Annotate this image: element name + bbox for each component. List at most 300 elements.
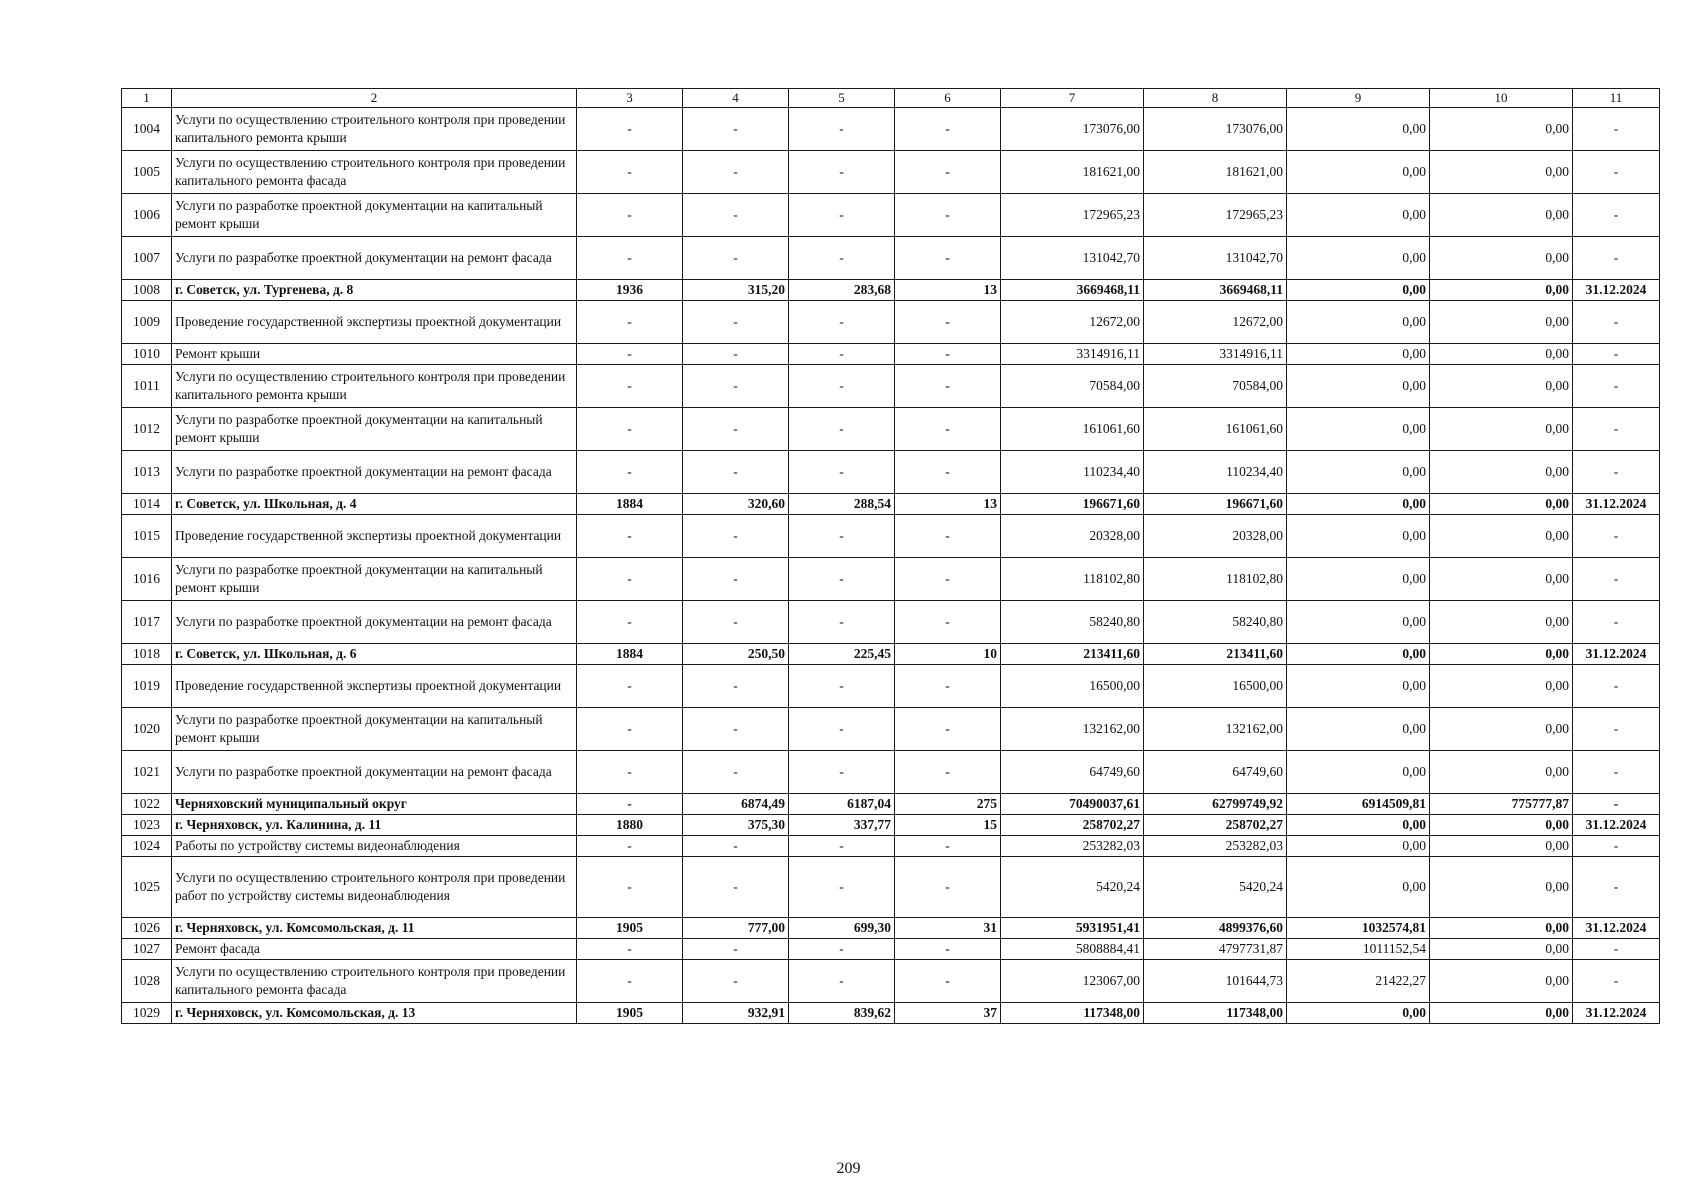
living-area-cell: 337,77 [789, 815, 895, 836]
table-row [122, 151, 1660, 194]
row-number-cell: 1024 [122, 836, 172, 857]
item-name-cell: г. Советск, ул. Школьная, д. 6 [172, 644, 577, 665]
deadline-cell: - [1573, 194, 1660, 237]
residents-cell: - [895, 601, 1001, 644]
year-cell: - [577, 960, 683, 1003]
year-cell: 1884 [577, 494, 683, 515]
total-area-cell: 932,91 [683, 1003, 789, 1024]
living-area-cell: - [789, 194, 895, 237]
total-cost-cell: 16500,00 [1001, 665, 1144, 708]
residents-cell: 13 [895, 494, 1001, 515]
budget-cost-cell: 0,00 [1287, 644, 1430, 665]
table-row [122, 194, 1660, 237]
year-cell: - [577, 108, 683, 151]
item-name-cell: Услуги по осуществлению строительного контроля при проведении капитального ремонта фасада [172, 960, 577, 1003]
deadline-cell: - [1573, 151, 1660, 194]
fund-cost-cell: 5420,24 [1144, 857, 1287, 918]
fund-cost-cell: 58240,80 [1144, 601, 1287, 644]
table-row [122, 344, 1660, 365]
table-row [122, 794, 1660, 815]
year-cell: 1884 [577, 644, 683, 665]
year-cell: - [577, 365, 683, 408]
total-cost-cell: 64749,60 [1001, 751, 1144, 794]
col-header-5: 5 [789, 89, 895, 108]
total-area-cell: - [683, 408, 789, 451]
fund-cost-cell: 12672,00 [1144, 301, 1287, 344]
item-name-cell: г. Советск, ул. Тургенева, д. 8 [172, 280, 577, 301]
col-header-9: 9 [1287, 89, 1430, 108]
item-name-cell: Услуги по осуществлению строительного контроля при проведении капитального ремонта крыши [172, 365, 577, 408]
living-area-cell: - [789, 558, 895, 601]
budget-cost-cell: 1032574,81 [1287, 918, 1430, 939]
row-number-cell: 1021 [122, 751, 172, 794]
owners-cost-cell: 0,00 [1430, 815, 1573, 836]
row-number-cell: 1015 [122, 515, 172, 558]
item-name-cell: Услуги по осуществлению строительного контроля при проведении капитального ремонта крыши [172, 108, 577, 151]
owners-cost-cell: 0,00 [1430, 151, 1573, 194]
fund-cost-cell: 196671,60 [1144, 494, 1287, 515]
data-table [121, 88, 1660, 1024]
fund-cost-cell: 118102,80 [1144, 558, 1287, 601]
item-name-cell: Услуги по разработке проектной документации на капитальный ремонт крыши [172, 408, 577, 451]
item-name-cell: Услуги по разработке проектной документации на ремонт фасада [172, 751, 577, 794]
residents-cell: - [895, 960, 1001, 1003]
col-header-2: 2 [172, 89, 577, 108]
row-number-cell: 1009 [122, 301, 172, 344]
living-area-cell: - [789, 960, 895, 1003]
year-cell: - [577, 451, 683, 494]
budget-cost-cell: 0,00 [1287, 365, 1430, 408]
item-name-cell: Услуги по разработке проектной документации на ремонт фасада [172, 451, 577, 494]
year-cell: 1905 [577, 1003, 683, 1024]
row-number-cell: 1004 [122, 108, 172, 151]
budget-cost-cell: 0,00 [1287, 601, 1430, 644]
row-number-cell: 1011 [122, 365, 172, 408]
year-cell: - [577, 665, 683, 708]
owners-cost-cell: 0,00 [1430, 280, 1573, 301]
total-area-cell: 250,50 [683, 644, 789, 665]
table-row [122, 408, 1660, 451]
year-cell: - [577, 301, 683, 344]
row-number-cell: 1026 [122, 918, 172, 939]
total-area-cell: - [683, 558, 789, 601]
fund-cost-cell: 181621,00 [1144, 151, 1287, 194]
living-area-cell: - [789, 451, 895, 494]
row-number-cell: 1013 [122, 451, 172, 494]
fund-cost-cell: 4797731,87 [1144, 939, 1287, 960]
budget-cost-cell: 0,00 [1287, 1003, 1430, 1024]
owners-cost-cell: 0,00 [1430, 237, 1573, 280]
table-header-row [122, 89, 1660, 108]
living-area-cell: - [789, 857, 895, 918]
item-name-cell: Услуги по осуществлению строительного контроля при проведении капитального ремонта фасада [172, 151, 577, 194]
owners-cost-cell: 0,00 [1430, 918, 1573, 939]
year-cell: - [577, 939, 683, 960]
residents-cell: 10 [895, 644, 1001, 665]
row-number-cell: 1010 [122, 344, 172, 365]
deadline-cell: - [1573, 365, 1660, 408]
year-cell: - [577, 836, 683, 857]
total-area-cell: - [683, 194, 789, 237]
total-area-cell: 315,20 [683, 280, 789, 301]
item-name-cell: Проведение государственной экспертизы проектной документации [172, 515, 577, 558]
deadline-cell: - [1573, 515, 1660, 558]
col-header-8: 8 [1144, 89, 1287, 108]
owners-cost-cell: 0,00 [1430, 365, 1573, 408]
deadline-cell: - [1573, 451, 1660, 494]
deadline-cell: - [1573, 344, 1660, 365]
total-area-cell: - [683, 751, 789, 794]
budget-cost-cell: 1011152,54 [1287, 939, 1430, 960]
budget-cost-cell: 0,00 [1287, 558, 1430, 601]
table-row [122, 494, 1660, 515]
fund-cost-cell: 172965,23 [1144, 194, 1287, 237]
table-row [122, 280, 1660, 301]
row-number-cell: 1014 [122, 494, 172, 515]
residents-cell: - [895, 939, 1001, 960]
residents-cell: 31 [895, 918, 1001, 939]
residents-cell: - [895, 515, 1001, 558]
living-area-cell: - [789, 301, 895, 344]
living-area-cell: 225,45 [789, 644, 895, 665]
total-area-cell: 320,60 [683, 494, 789, 515]
fund-cost-cell: 16500,00 [1144, 665, 1287, 708]
table-row [122, 301, 1660, 344]
owners-cost-cell: 0,00 [1430, 836, 1573, 857]
budget-cost-cell: 0,00 [1287, 280, 1430, 301]
residents-cell: - [895, 665, 1001, 708]
deadline-cell: 31.12.2024 [1573, 1003, 1660, 1024]
fund-cost-cell: 131042,70 [1144, 237, 1287, 280]
document-sheet [121, 88, 1660, 1024]
total-area-cell: - [683, 108, 789, 151]
table-row [122, 918, 1660, 939]
item-name-cell: Черняховский муниципальный округ [172, 794, 577, 815]
budget-cost-cell: 0,00 [1287, 857, 1430, 918]
living-area-cell: - [789, 708, 895, 751]
year-cell: - [577, 515, 683, 558]
year-cell: - [577, 708, 683, 751]
owners-cost-cell: 0,00 [1430, 301, 1573, 344]
fund-cost-cell: 3314916,11 [1144, 344, 1287, 365]
total-cost-cell: 5420,24 [1001, 857, 1144, 918]
budget-cost-cell: 0,00 [1287, 237, 1430, 280]
fund-cost-cell: 4899376,60 [1144, 918, 1287, 939]
item-name-cell: г. Черняховск, ул. Калинина, д. 11 [172, 815, 577, 836]
row-number-cell: 1018 [122, 644, 172, 665]
row-number-cell: 1022 [122, 794, 172, 815]
item-name-cell: г. Черняховск, ул. Комсомольская, д. 11 [172, 918, 577, 939]
table-row [122, 237, 1660, 280]
deadline-cell: - [1573, 665, 1660, 708]
year-cell: - [577, 601, 683, 644]
row-number-cell: 1027 [122, 939, 172, 960]
total-cost-cell: 172965,23 [1001, 194, 1144, 237]
year-cell: 1880 [577, 815, 683, 836]
table-row [122, 365, 1660, 408]
owners-cost-cell: 0,00 [1430, 857, 1573, 918]
budget-cost-cell: 21422,27 [1287, 960, 1430, 1003]
row-number-cell: 1006 [122, 194, 172, 237]
living-area-cell: - [789, 237, 895, 280]
budget-cost-cell: 0,00 [1287, 836, 1430, 857]
fund-cost-cell: 258702,27 [1144, 815, 1287, 836]
row-number-cell: 1020 [122, 708, 172, 751]
residents-cell: - [895, 836, 1001, 857]
residents-cell: - [895, 751, 1001, 794]
table-row [122, 558, 1660, 601]
residents-cell: - [895, 365, 1001, 408]
residents-cell: - [895, 451, 1001, 494]
year-cell: 1905 [577, 918, 683, 939]
owners-cost-cell: 0,00 [1430, 601, 1573, 644]
total-cost-cell: 20328,00 [1001, 515, 1144, 558]
total-cost-cell: 110234,40 [1001, 451, 1144, 494]
deadline-cell: - [1573, 601, 1660, 644]
row-number-cell: 1007 [122, 237, 172, 280]
year-cell: - [577, 857, 683, 918]
total-area-cell: - [683, 451, 789, 494]
fund-cost-cell: 20328,00 [1144, 515, 1287, 558]
total-area-cell: - [683, 365, 789, 408]
total-area-cell: - [683, 836, 789, 857]
deadline-cell: - [1573, 751, 1660, 794]
total-cost-cell: 5808884,41 [1001, 939, 1144, 960]
living-area-cell: - [789, 515, 895, 558]
owners-cost-cell: 0,00 [1430, 451, 1573, 494]
total-area-cell: - [683, 151, 789, 194]
deadline-cell: - [1573, 939, 1660, 960]
living-area-cell: - [789, 108, 895, 151]
row-number-cell: 1028 [122, 960, 172, 1003]
living-area-cell: - [789, 601, 895, 644]
total-area-cell: - [683, 939, 789, 960]
budget-cost-cell: 0,00 [1287, 344, 1430, 365]
item-name-cell: Проведение государственной экспертизы проектной документации [172, 665, 577, 708]
col-header-4: 4 [683, 89, 789, 108]
owners-cost-cell: 0,00 [1430, 708, 1573, 751]
total-area-cell: - [683, 237, 789, 280]
owners-cost-cell: 0,00 [1430, 939, 1573, 960]
total-cost-cell: 181621,00 [1001, 151, 1144, 194]
table-row [122, 857, 1660, 918]
item-name-cell: Ремонт крыши [172, 344, 577, 365]
fund-cost-cell: 70584,00 [1144, 365, 1287, 408]
total-cost-cell: 70490037,61 [1001, 794, 1144, 815]
table-row [122, 1003, 1660, 1024]
living-area-cell: - [789, 836, 895, 857]
total-area-cell: - [683, 708, 789, 751]
owners-cost-cell: 775777,87 [1430, 794, 1573, 815]
row-number-cell: 1023 [122, 815, 172, 836]
table-row [122, 960, 1660, 1003]
living-area-cell: 6187,04 [789, 794, 895, 815]
table-row [122, 751, 1660, 794]
col-header-11: 11 [1573, 89, 1660, 108]
total-cost-cell: 213411,60 [1001, 644, 1144, 665]
item-name-cell: Услуги по разработке проектной документации на капитальный ремонт крыши [172, 558, 577, 601]
row-number-cell: 1008 [122, 280, 172, 301]
deadline-cell: - [1573, 960, 1660, 1003]
living-area-cell: - [789, 665, 895, 708]
living-area-cell: - [789, 751, 895, 794]
item-name-cell: Проведение государственной экспертизы проектной документации [172, 301, 577, 344]
total-cost-cell: 132162,00 [1001, 708, 1144, 751]
total-area-cell: - [683, 665, 789, 708]
total-cost-cell: 5931951,41 [1001, 918, 1144, 939]
col-header-3: 3 [577, 89, 683, 108]
fund-cost-cell: 161061,60 [1144, 408, 1287, 451]
total-area-cell: 777,00 [683, 918, 789, 939]
budget-cost-cell: 0,00 [1287, 301, 1430, 344]
col-header-10: 10 [1430, 89, 1573, 108]
table-row [122, 815, 1660, 836]
budget-cost-cell: 0,00 [1287, 708, 1430, 751]
deadline-cell: - [1573, 108, 1660, 151]
total-area-cell: - [683, 960, 789, 1003]
deadline-cell: - [1573, 237, 1660, 280]
deadline-cell: 31.12.2024 [1573, 918, 1660, 939]
total-area-cell: 6874,49 [683, 794, 789, 815]
owners-cost-cell: 0,00 [1430, 751, 1573, 794]
budget-cost-cell: 0,00 [1287, 151, 1430, 194]
living-area-cell: - [789, 344, 895, 365]
living-area-cell: 699,30 [789, 918, 895, 939]
owners-cost-cell: 0,00 [1430, 644, 1573, 665]
residents-cell: - [895, 108, 1001, 151]
owners-cost-cell: 0,00 [1430, 408, 1573, 451]
residents-cell: - [895, 151, 1001, 194]
year-cell: - [577, 151, 683, 194]
item-name-cell: г. Советск, ул. Школьная, д. 4 [172, 494, 577, 515]
living-area-cell: - [789, 365, 895, 408]
deadline-cell: 31.12.2024 [1573, 815, 1660, 836]
fund-cost-cell: 253282,03 [1144, 836, 1287, 857]
year-cell: 1936 [577, 280, 683, 301]
year-cell: - [577, 194, 683, 237]
residents-cell: - [895, 301, 1001, 344]
deadline-cell: - [1573, 708, 1660, 751]
item-name-cell: Услуги по разработке проектной документации на капитальный ремонт крыши [172, 708, 577, 751]
col-header-1: 1 [122, 89, 172, 108]
table-row [122, 939, 1660, 960]
item-name-cell: Услуги по разработке проектной документации на капитальный ремонт крыши [172, 194, 577, 237]
total-cost-cell: 3669468,11 [1001, 280, 1144, 301]
year-cell: - [577, 794, 683, 815]
fund-cost-cell: 117348,00 [1144, 1003, 1287, 1024]
table-row [122, 451, 1660, 494]
budget-cost-cell: 0,00 [1287, 108, 1430, 151]
deadline-cell: 31.12.2024 [1573, 280, 1660, 301]
budget-cost-cell: 0,00 [1287, 408, 1430, 451]
budget-cost-cell: 0,00 [1287, 665, 1430, 708]
total-cost-cell: 123067,00 [1001, 960, 1144, 1003]
table-row [122, 836, 1660, 857]
owners-cost-cell: 0,00 [1430, 558, 1573, 601]
total-cost-cell: 70584,00 [1001, 365, 1144, 408]
total-area-cell: - [683, 344, 789, 365]
total-cost-cell: 161061,60 [1001, 408, 1144, 451]
deadline-cell: - [1573, 794, 1660, 815]
fund-cost-cell: 132162,00 [1144, 708, 1287, 751]
budget-cost-cell: 0,00 [1287, 751, 1430, 794]
residents-cell: 15 [895, 815, 1001, 836]
fund-cost-cell: 173076,00 [1144, 108, 1287, 151]
residents-cell: 13 [895, 280, 1001, 301]
total-cost-cell: 258702,27 [1001, 815, 1144, 836]
total-cost-cell: 12672,00 [1001, 301, 1144, 344]
row-number-cell: 1019 [122, 665, 172, 708]
year-cell: - [577, 751, 683, 794]
total-cost-cell: 173076,00 [1001, 108, 1144, 151]
budget-cost-cell: 0,00 [1287, 451, 1430, 494]
deadline-cell: 31.12.2024 [1573, 494, 1660, 515]
living-area-cell: - [789, 151, 895, 194]
item-name-cell: Работы по устройству системы видеонаблюдения [172, 836, 577, 857]
fund-cost-cell: 62799749,92 [1144, 794, 1287, 815]
col-header-7: 7 [1001, 89, 1144, 108]
table-row [122, 644, 1660, 665]
living-area-cell: - [789, 408, 895, 451]
deadline-cell: - [1573, 836, 1660, 857]
item-name-cell: Услуги по разработке проектной документации на ремонт фасада [172, 601, 577, 644]
living-area-cell: 839,62 [789, 1003, 895, 1024]
table-row [122, 515, 1660, 558]
year-cell: - [577, 237, 683, 280]
deadline-cell: 31.12.2024 [1573, 644, 1660, 665]
residents-cell: - [895, 344, 1001, 365]
deadline-cell: - [1573, 301, 1660, 344]
year-cell: - [577, 344, 683, 365]
residents-cell: - [895, 237, 1001, 280]
total-cost-cell: 131042,70 [1001, 237, 1144, 280]
total-cost-cell: 58240,80 [1001, 601, 1144, 644]
total-cost-cell: 3314916,11 [1001, 344, 1144, 365]
total-cost-cell: 118102,80 [1001, 558, 1144, 601]
table-row [122, 708, 1660, 751]
budget-cost-cell: 0,00 [1287, 494, 1430, 515]
residents-cell: - [895, 194, 1001, 237]
living-area-cell: 288,54 [789, 494, 895, 515]
total-area-cell: - [683, 515, 789, 558]
deadline-cell: - [1573, 558, 1660, 601]
row-number-cell: 1029 [122, 1003, 172, 1024]
residents-cell: - [895, 558, 1001, 601]
budget-cost-cell: 0,00 [1287, 194, 1430, 237]
fund-cost-cell: 213411,60 [1144, 644, 1287, 665]
total-area-cell: 375,30 [683, 815, 789, 836]
fund-cost-cell: 101644,73 [1144, 960, 1287, 1003]
item-name-cell: г. Черняховск, ул. Комсомольская, д. 13 [172, 1003, 577, 1024]
budget-cost-cell: 6914509,81 [1287, 794, 1430, 815]
row-number-cell: 1005 [122, 151, 172, 194]
table-row [122, 665, 1660, 708]
living-area-cell: - [789, 939, 895, 960]
page-number: 209 [836, 1160, 861, 1177]
total-cost-cell: 253282,03 [1001, 836, 1144, 857]
total-area-cell: - [683, 301, 789, 344]
owners-cost-cell: 0,00 [1430, 1003, 1573, 1024]
deadline-cell: - [1573, 408, 1660, 451]
year-cell: - [577, 558, 683, 601]
residents-cell: 275 [895, 794, 1001, 815]
row-number-cell: 1016 [122, 558, 172, 601]
item-name-cell: Ремонт фасада [172, 939, 577, 960]
residents-cell: - [895, 408, 1001, 451]
row-number-cell: 1017 [122, 601, 172, 644]
fund-cost-cell: 3669468,11 [1144, 280, 1287, 301]
item-name-cell: Услуги по осуществлению строительного контроля при проведении работ по устройству системы видеонаблюдения [172, 857, 577, 918]
